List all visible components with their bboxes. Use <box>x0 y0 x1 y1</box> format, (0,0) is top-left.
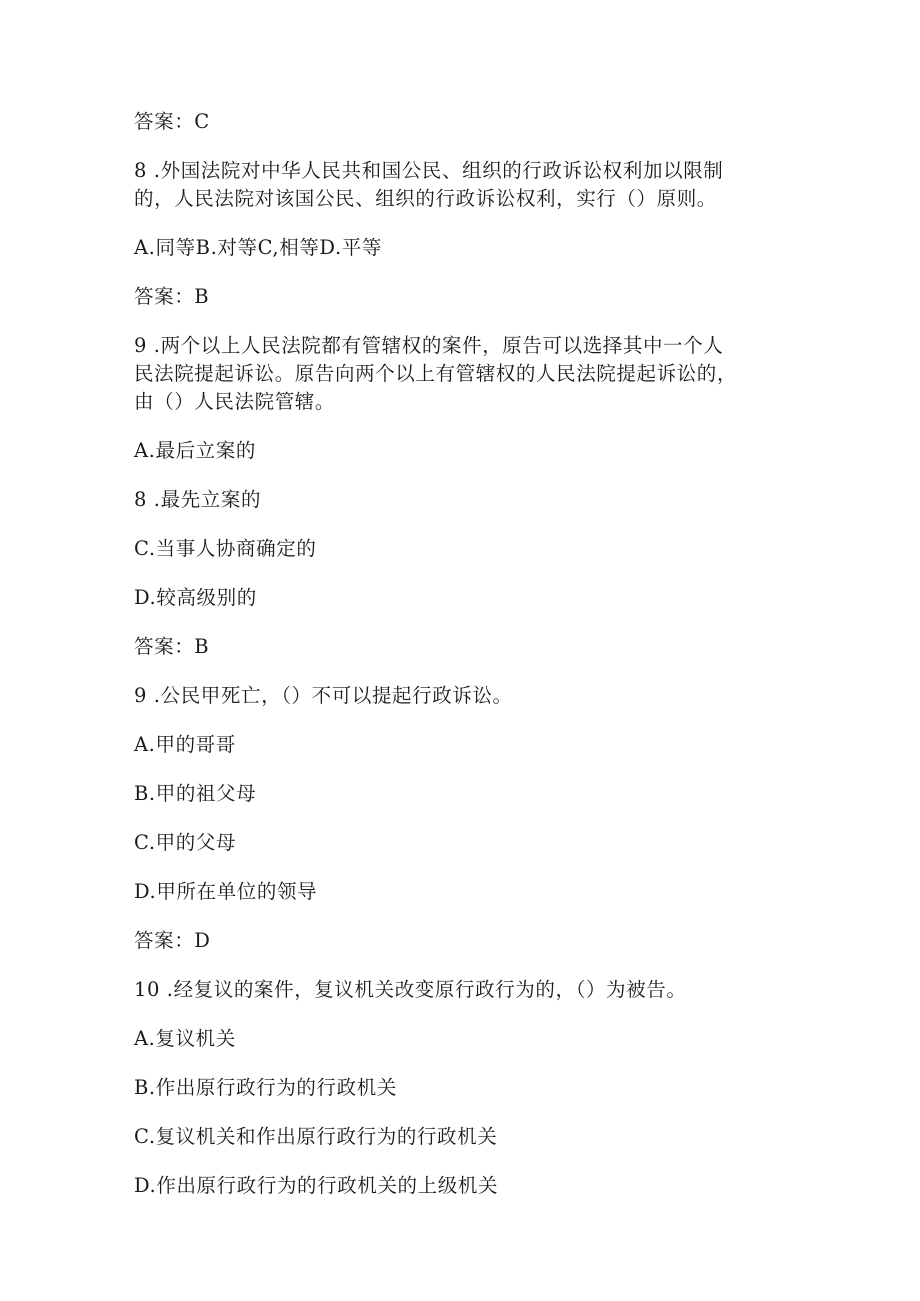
question-10-option-d: D.作出原行政行为的行政机关的上级机关 <box>134 1174 499 1197</box>
answer-line: 答案：D <box>134 929 211 952</box>
question-9b-text: 9 .公民甲死亡，（）不可以提起行政诉讼。 <box>134 684 513 707</box>
question-8-options: A.同等B.对等C,相等D.平等 <box>134 236 382 259</box>
question-9-text-line-1: 9 .两个以上人民法院都有管辖权的案件，原告可以选择其中一个人 <box>134 334 724 357</box>
question-9b-option-d: D.甲所在单位的领导 <box>134 880 318 903</box>
question-8-text-line-2: 的，人民法院对该国公民、组织的行政诉讼权利，实行（）原则。 <box>134 187 717 210</box>
question-9b-option-a: A.甲的哥哥 <box>134 733 236 756</box>
question-9-option-c: C.当事人协商确定的 <box>134 537 317 560</box>
question-9-option-d: D.较高级别的 <box>134 586 257 609</box>
question-9-text-line-2: 民法院提起诉讼。原告向两个以上有管辖权的人民法院提起诉讼的， <box>134 362 738 385</box>
answer-line: 答案：B <box>134 285 210 308</box>
question-9-text-line-3: 由（）人民法院管辖。 <box>134 390 336 413</box>
question-10-option-b: B.作出原行政行为的行政机关 <box>134 1076 397 1099</box>
question-9b-option-b: B.甲的祖父母 <box>134 782 257 805</box>
answer-line: 答案：C <box>134 110 210 133</box>
question-8-text-line-1: 8 .外国法院对中华人民共和国公民、组织的行政诉讼权利加以限制 <box>134 159 724 182</box>
answer-line: 答案：B <box>134 635 210 658</box>
question-9-option-b: 8 .最先立案的 <box>134 488 262 511</box>
question-10-option-a: A.复议机关 <box>134 1027 236 1050</box>
question-9-option-a: A.最后立案的 <box>134 439 256 462</box>
question-10-text: 10 .经复议的案件，复议机关改变原行政行为的，（）为被告。 <box>134 978 687 1001</box>
question-9b-option-c: C.甲的父母 <box>134 831 237 854</box>
question-10-option-c: C.复议机关和作出原行政行为的行政机关 <box>134 1125 498 1148</box>
